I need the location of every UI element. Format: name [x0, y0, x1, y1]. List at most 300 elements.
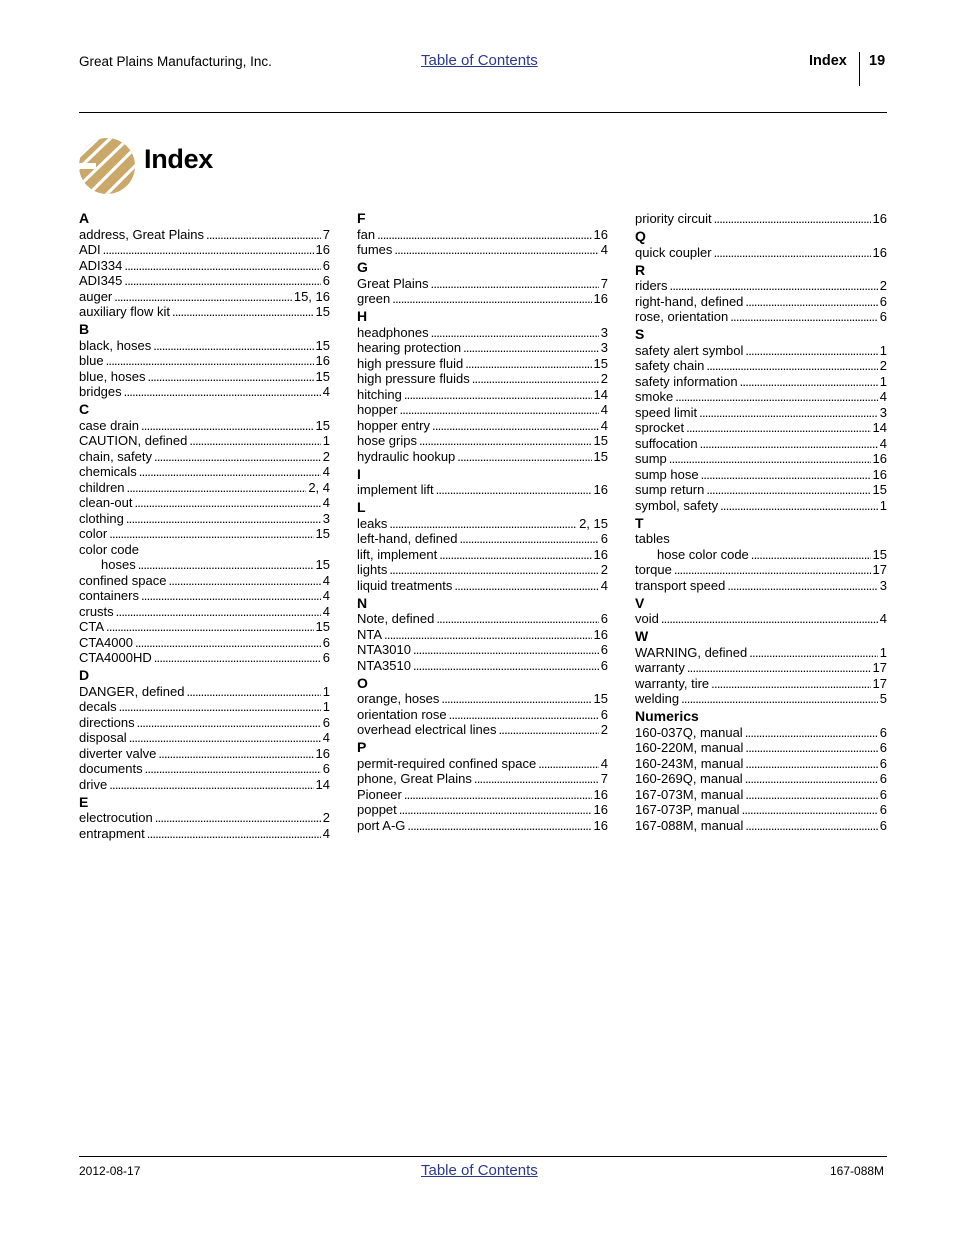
index-entry: [357, 276, 608, 292]
index-term: warranty: [635, 660, 685, 675]
dot-leader: [109, 777, 313, 793]
index-term: hose grips: [357, 433, 417, 448]
dot-leader: [686, 420, 870, 436]
index-page-numbers: 2: [600, 562, 608, 577]
index-entry: [357, 433, 608, 449]
index-term: confined space: [79, 572, 167, 588]
index-page-numbers: 6: [322, 634, 330, 650]
dot-leader: [439, 547, 591, 563]
index-page-numbers: 16: [593, 482, 608, 497]
index-page-numbers: 6: [600, 642, 608, 657]
dot-leader: [538, 756, 599, 772]
dot-leader: [413, 642, 599, 658]
index-page-numbers: 6: [879, 309, 887, 324]
index-page-numbers: 1: [879, 644, 887, 660]
index-term: color: [79, 526, 108, 541]
index-term: poppet: [357, 802, 397, 817]
index-entry: [635, 547, 887, 563]
dot-leader: [474, 771, 599, 787]
index-entry: [357, 371, 608, 387]
index-term: symbol, safety: [635, 497, 719, 513]
index-term: hopper entry: [357, 417, 430, 433]
index-page-numbers: 3: [600, 340, 608, 355]
index-letter-heading: R: [635, 261, 646, 278]
index-term: smoke: [635, 389, 674, 404]
index-page-numbers: 6: [322, 257, 330, 273]
index-page-numbers: 6: [879, 817, 887, 833]
dot-leader: [127, 480, 307, 496]
index-term: green: [357, 291, 391, 306]
index-term: Note, defined: [357, 611, 435, 626]
index-entry: [357, 242, 608, 258]
index-term: case drain: [79, 417, 139, 433]
index-page-numbers: 15: [872, 482, 887, 497]
dot-leader: [449, 707, 599, 723]
index-entry: [635, 578, 887, 594]
index-entry: [79, 464, 330, 480]
index-letter-heading: T: [635, 514, 644, 531]
index-letter-heading: P: [357, 739, 367, 755]
index-letter-heading: W: [635, 628, 649, 644]
footer-doc-code: 167-088M: [830, 1164, 885, 1178]
index-term: entrapment: [79, 825, 145, 841]
index-page-numbers: 6: [879, 771, 887, 786]
dot-leader: [109, 526, 313, 542]
dot-leader: [465, 356, 591, 372]
index-entry: [635, 482, 887, 498]
dot-leader: [206, 227, 321, 243]
dot-leader: [745, 294, 877, 310]
index-term: CTA4000: [79, 634, 133, 650]
index-entry: [79, 353, 330, 369]
index-term: speed limit: [635, 404, 698, 420]
dot-leader: [687, 660, 871, 676]
dot-leader: [407, 818, 591, 834]
index-letter-heading: S: [635, 326, 645, 342]
index-entry: [357, 642, 608, 658]
dot-leader: [103, 242, 314, 258]
dot-leader: [389, 516, 577, 532]
index-entry: [357, 402, 608, 418]
index-term: 167-073P, manual: [635, 802, 740, 817]
dot-leader: [399, 402, 598, 418]
footer-toc-link[interactable]: Table of Contents: [421, 1162, 538, 1179]
header-page-number: 19: [869, 53, 886, 69]
dot-leader: [669, 451, 871, 467]
index-entry: [79, 635, 330, 651]
dot-leader: [404, 387, 592, 403]
index-page-numbers: 6: [600, 611, 608, 626]
index-entry: [635, 343, 887, 359]
index-entry: [79, 588, 330, 604]
dot-leader: [436, 611, 598, 627]
index-entry: [79, 289, 330, 305]
dot-leader: [124, 273, 320, 289]
index-entry: [79, 604, 330, 620]
index-term: orientation rose: [357, 706, 447, 722]
index-page-numbers: 6: [879, 786, 887, 802]
dot-leader: [172, 304, 314, 320]
index-letter-heading: B: [79, 321, 90, 337]
dot-leader: [392, 291, 591, 307]
index-term: sump return: [635, 482, 705, 497]
index-page-numbers: 1: [322, 433, 330, 448]
index-entry: [635, 645, 887, 661]
index-entry: [357, 578, 608, 594]
index-entry: [635, 802, 887, 818]
index-page-numbers: 4: [600, 417, 608, 433]
index-term: hydraulic hookup: [357, 448, 456, 464]
index-term: bridges: [79, 384, 122, 399]
index-term: diverter valve: [79, 745, 157, 761]
dot-leader: [745, 771, 878, 787]
index-page-numbers: 17: [872, 660, 887, 675]
index-term: children: [79, 479, 125, 495]
index-page-numbers: 16: [315, 242, 330, 257]
index-entry: [635, 420, 887, 436]
index-entry: [635, 787, 887, 803]
index-page-numbers: 16: [872, 211, 887, 226]
header-rule: [79, 112, 887, 113]
index-page-numbers: 16: [593, 546, 608, 562]
index-term: void: [635, 611, 659, 626]
index-entry: [635, 771, 887, 787]
index-page-numbers: 4: [600, 577, 608, 593]
index-page-numbers: 3: [879, 577, 887, 593]
index-entry: [357, 516, 608, 532]
index-entry: [79, 526, 330, 542]
index-page-numbers: 6: [322, 650, 330, 665]
index-entry: [635, 451, 887, 467]
dot-leader: [706, 482, 870, 498]
great-plains-logo-icon: [78, 137, 136, 195]
footer-rule: [79, 1156, 887, 1157]
index-term: left-hand, defined: [357, 531, 458, 546]
index-entry: [357, 531, 608, 547]
index-entry: [357, 611, 608, 627]
index-page-numbers: 14: [593, 386, 608, 402]
index-entry: [79, 273, 330, 289]
dot-leader: [124, 258, 320, 274]
dot-leader: [742, 802, 878, 818]
index-term: Great Plains: [357, 275, 429, 291]
index-entry: [357, 691, 608, 707]
index-page-numbers: 7: [600, 275, 608, 291]
index-page-numbers: 15: [315, 619, 330, 634]
index-term: electrocution: [79, 810, 153, 825]
index-page-numbers: 6: [879, 802, 887, 817]
index-letter-heading: A: [79, 210, 90, 226]
index-page-numbers: 15: [315, 304, 330, 319]
index-entry: [79, 557, 330, 573]
index-entry: [635, 531, 887, 547]
dot-leader: [138, 557, 314, 573]
index-page-numbers: 6: [879, 755, 887, 771]
index-page-numbers: 1: [879, 373, 887, 389]
index-page-numbers: 16: [593, 817, 608, 833]
index-page-numbers: 16: [315, 353, 330, 368]
index-entry: [79, 227, 330, 243]
index-page-numbers: 4: [322, 464, 330, 479]
index-term: directions: [79, 714, 135, 730]
index-term: blue, hoses: [79, 368, 146, 384]
dot-leader: [153, 338, 313, 354]
dot-leader: [727, 578, 877, 594]
dot-leader: [714, 245, 871, 261]
index-page-numbers: 15: [593, 691, 608, 706]
index-page-numbers: 15: [872, 546, 887, 562]
index-entry: [635, 309, 887, 325]
index-entry: [79, 495, 330, 511]
index-entry: [79, 826, 330, 842]
index-page-numbers: 5: [879, 691, 887, 706]
index-term: ADI345: [79, 273, 123, 288]
index-page-numbers: 15: [315, 526, 330, 541]
index-entry: [79, 650, 330, 666]
index-entry: [357, 756, 608, 772]
page-title: Index: [144, 144, 214, 174]
index-page-numbers: 4: [879, 611, 887, 626]
index-entry: [357, 627, 608, 643]
index-term: NTA3510: [357, 657, 411, 673]
index-term: phone, Great Plains: [357, 771, 472, 786]
dot-leader: [106, 619, 313, 635]
index-term: hopper: [357, 402, 398, 417]
index-page-numbers: 6: [322, 714, 330, 730]
dot-leader: [675, 389, 877, 405]
index-entry: [635, 498, 887, 514]
index-term: warranty, tire: [635, 675, 710, 691]
index-term: crusts: [79, 603, 114, 619]
dot-leader: [454, 578, 598, 594]
index-page-numbers: 16: [872, 466, 887, 482]
index-term: suffocation: [635, 435, 698, 451]
index-term: welding: [635, 691, 680, 706]
dot-leader: [431, 276, 599, 292]
index-entry: [79, 699, 330, 715]
dot-leader: [714, 211, 871, 227]
dot-leader: [749, 645, 878, 661]
dot-leader: [135, 635, 321, 651]
dot-leader: [436, 482, 592, 498]
index-page-numbers: 4: [600, 402, 608, 417]
index-term: sprocket: [635, 420, 685, 435]
index-entry: [79, 511, 330, 527]
dot-leader: [124, 384, 321, 400]
index-term: sump: [635, 451, 667, 466]
index-entry: [79, 715, 330, 731]
index-term: auger: [79, 288, 113, 304]
index-entry: [79, 810, 330, 826]
index-page-numbers: 1: [322, 683, 330, 699]
index-entry: [635, 562, 887, 578]
index-column-2: [357, 211, 608, 833]
index-letter-heading: D: [79, 667, 90, 683]
index-term: address, Great Plains: [79, 226, 205, 242]
dot-leader: [498, 722, 598, 738]
dot-leader: [472, 371, 599, 387]
dot-leader: [114, 289, 292, 305]
index-term: 160-037Q, manual: [635, 724, 743, 740]
index-entry: [79, 746, 330, 762]
dot-leader: [700, 436, 878, 452]
dot-leader: [745, 343, 877, 359]
index-page-numbers: 6: [879, 293, 887, 309]
index-page-numbers: 4: [322, 588, 330, 603]
dot-leader: [377, 227, 591, 243]
dot-leader: [740, 374, 878, 390]
index-term: leaks: [357, 515, 388, 531]
index-page-numbers: 2, 15: [579, 515, 608, 531]
index-term: high pressure fluids: [357, 371, 470, 386]
dot-leader: [419, 433, 592, 449]
index-term: rose, orientation: [635, 309, 729, 324]
dot-leader: [389, 562, 598, 578]
index-page-numbers: 6: [600, 531, 608, 546]
index-page-numbers: 3: [879, 404, 887, 420]
index-entry: [357, 771, 608, 787]
index-page-numbers: 4: [600, 755, 608, 771]
index-letter-heading: Numerics: [635, 708, 699, 724]
index-entry: [79, 480, 330, 496]
dot-leader: [459, 531, 598, 547]
dot-leader: [137, 715, 321, 731]
dot-leader: [154, 650, 321, 666]
index-term: auxiliary flow kit: [79, 304, 171, 319]
index-term: overhead electrical lines: [357, 722, 497, 737]
index-term: safety information: [635, 373, 738, 389]
index-page-numbers: 4: [879, 389, 887, 404]
dot-leader: [745, 787, 877, 803]
index-entry: [357, 802, 608, 818]
dot-leader: [116, 604, 321, 620]
dot-leader: [126, 511, 321, 527]
dot-leader: [681, 691, 878, 707]
index-page-numbers: 16: [593, 226, 608, 242]
index-page-numbers: 15: [593, 433, 608, 448]
index-term: riders: [635, 278, 668, 293]
index-entry: [635, 818, 887, 834]
index-page-numbers: 15, 16: [293, 288, 330, 304]
index-entry: [79, 338, 330, 354]
header-toc-link[interactable]: Table of Contents: [421, 52, 538, 69]
index-page-numbers: 4: [322, 495, 330, 510]
index-page-numbers: 14: [315, 776, 330, 792]
index-term: WARNING, defined: [635, 644, 748, 660]
index-page-numbers: 2: [322, 810, 330, 825]
index-entry: [79, 761, 330, 777]
index-term: clean-out: [79, 495, 133, 510]
index-page-numbers: 6: [879, 724, 887, 740]
index-entry: [357, 356, 608, 372]
dot-leader: [706, 358, 877, 374]
index-page-numbers: 15: [315, 337, 330, 353]
index-term: blue: [79, 353, 104, 368]
index-term: DANGER, defined: [79, 683, 185, 699]
dot-leader: [148, 369, 314, 385]
index-entry: [635, 756, 887, 772]
index-page-numbers: 2: [322, 448, 330, 464]
index-entry: [635, 691, 887, 707]
index-letter-heading: C: [79, 401, 90, 417]
index-entry: [357, 418, 608, 434]
index-term: hearing protection: [357, 340, 462, 355]
index-entry: [79, 449, 330, 465]
index-page-numbers: 7: [322, 226, 330, 242]
index-term: drive: [79, 776, 108, 792]
index-entry: [635, 660, 887, 676]
index-page-numbers: 14: [872, 420, 887, 435]
index-letter-heading: H: [357, 308, 368, 324]
index-term: containers: [79, 588, 139, 603]
dot-leader: [674, 562, 871, 578]
index-page-numbers: 16: [593, 786, 608, 802]
index-term: chain, safety: [79, 448, 152, 464]
index-page-numbers: 4: [322, 825, 330, 841]
index-entry: [635, 611, 887, 627]
index-term: permit-required confined space: [357, 755, 537, 771]
index-entry: [635, 358, 887, 374]
index-entry: [635, 389, 887, 405]
dot-leader: [745, 818, 877, 834]
index-letter-heading: I: [357, 465, 361, 482]
index-page-numbers: 2: [600, 371, 608, 386]
index-page-numbers: 16: [593, 291, 608, 306]
index-entry: [635, 294, 887, 310]
index-term: tables: [635, 531, 670, 546]
index-page-numbers: 16: [872, 244, 887, 260]
index-letter-heading: F: [357, 210, 366, 226]
dot-leader: [134, 495, 320, 511]
index-column-3: [635, 211, 887, 833]
index-entry: [635, 676, 887, 692]
header-section-title: Index: [809, 53, 847, 69]
index-term: black, hoses: [79, 337, 152, 353]
index-entry: [79, 777, 330, 793]
dot-leader: [119, 699, 321, 715]
index-entry: [79, 573, 330, 589]
index-letter-heading: G: [357, 259, 368, 275]
index-page-numbers: 17: [872, 562, 887, 577]
index-entry: [79, 684, 330, 700]
index-term: torque: [635, 562, 672, 577]
dot-leader: [730, 309, 878, 325]
index-entry: [635, 278, 887, 294]
index-entry: [635, 245, 887, 261]
index-entry: [357, 722, 608, 738]
index-page-numbers: 15: [315, 557, 330, 572]
index-term: fumes: [357, 242, 393, 257]
index-term: sump hose: [635, 466, 699, 482]
index-entry: [357, 291, 608, 307]
index-entry: [635, 436, 887, 452]
index-term: CAUTION, defined: [79, 433, 188, 448]
index-page-numbers: 3: [600, 324, 608, 340]
index-term: chemicals: [79, 464, 137, 479]
header-separator: [859, 52, 860, 86]
index-entry: [635, 740, 887, 756]
index-term: hose color code: [657, 546, 749, 562]
index-entry: [357, 547, 608, 563]
index-entry: [357, 818, 608, 834]
index-entry: [357, 325, 608, 341]
index-column-1: [79, 211, 330, 841]
index-page-numbers: 6: [600, 657, 608, 673]
index-term: port A-G: [357, 817, 406, 833]
index-page-numbers: 1: [879, 497, 887, 513]
dot-leader: [745, 740, 877, 756]
index-entry: [357, 658, 608, 674]
